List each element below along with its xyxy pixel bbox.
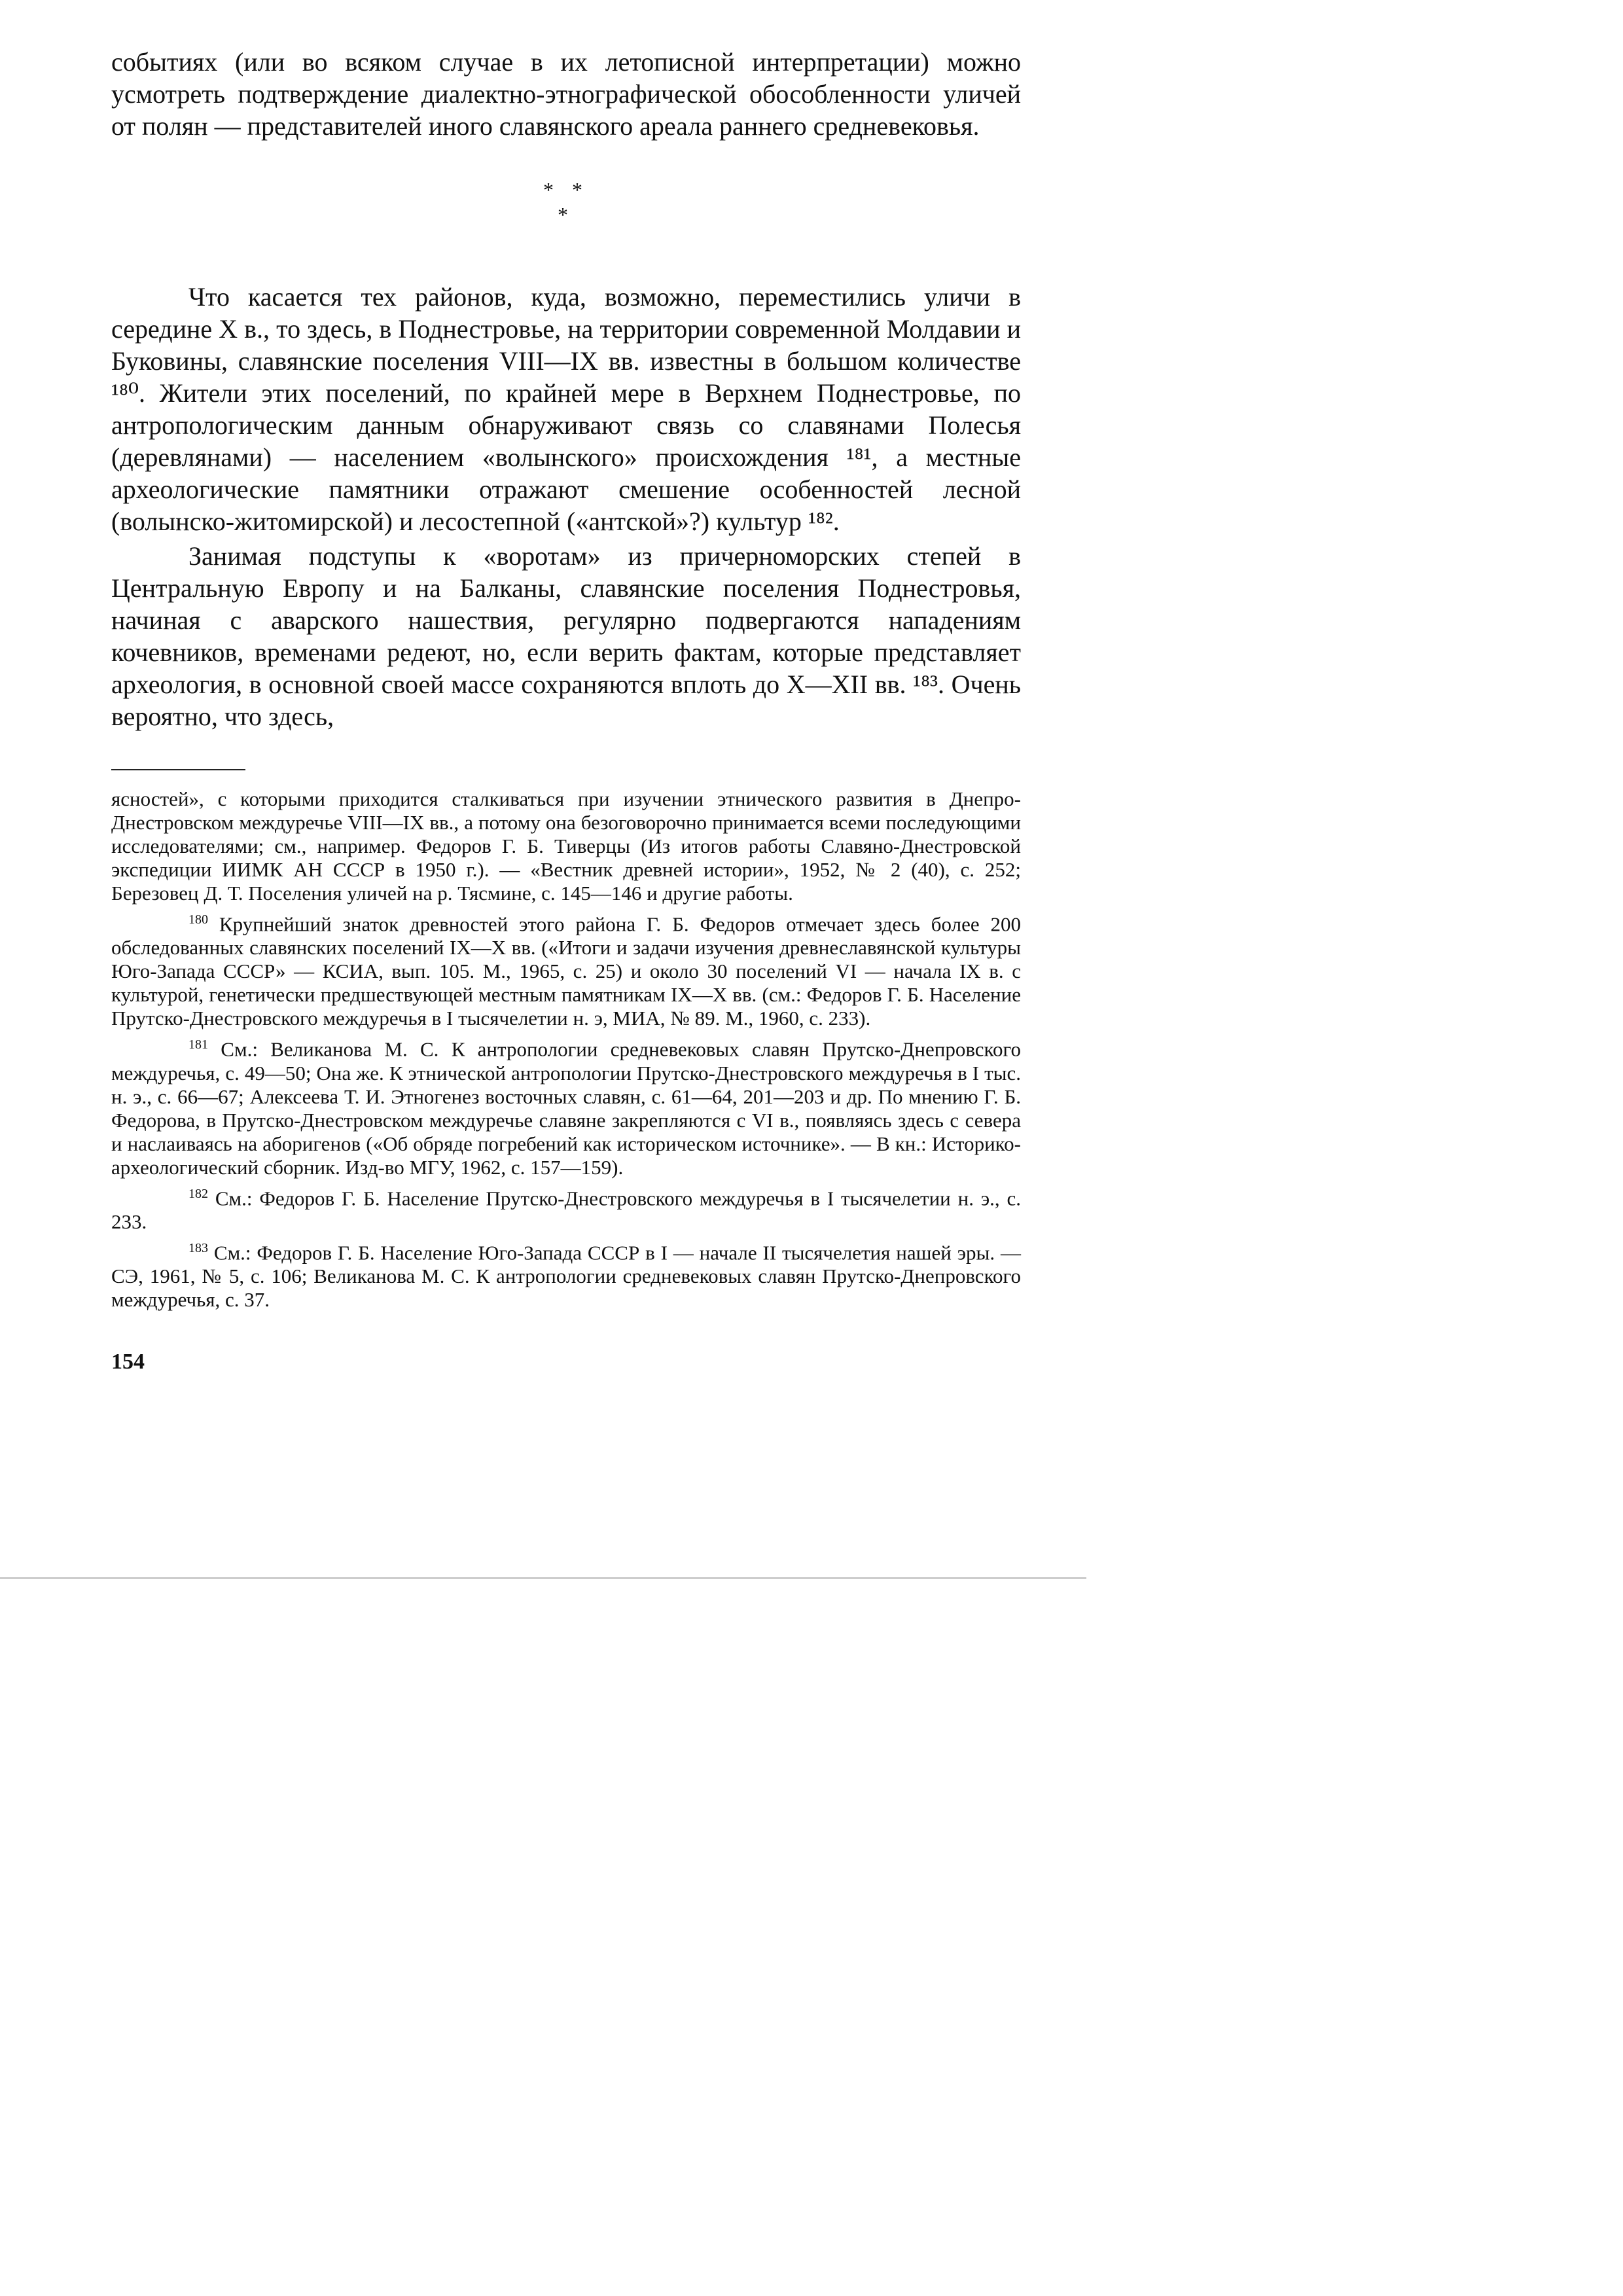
intro-paragraph: событиях (или во всяком случае в их летописной интерпретации) можно усмотреть подтверждение диалектно-этнографической обособленности уличей от полян — представителей иного славянского ареала раннего средневековья. [111,47,1021,141]
footnote-181 [111,1033,1021,1179]
footnote-180 [111,908,1021,1030]
footnote-text: См.: Федоров Г. Б. Население Прутско-Днестровского междуречья в I тысячелетии н. э., с. 233. [111,1186,1022,1233]
footnote-text: Крупнейший знаток древностей этого района Г. Б. Федоров отмечает здесь более 200 обследованных славянских поселений IX—X вв. («Итоги и задачи изучения древнеславянской культуры Юго-Запада СССР» — КСИА, вып. 105. М., 1965, с. 25) и около 30 поселений VI — начала IX в. с культурой, генетически предшествующей местным памятникам IX—X вв. (см.: Федоров Г. Б. Население Прутско-Днестровского междуречья в I тысячелетии н. э, МИА, № 89. М., 1960, с. 233). [111,912,1022,1030]
footnotes [111,787,1021,1312]
footnote-183 [111,1236,1021,1312]
footnote-number: 183 [188,1240,208,1255]
footnote-182 [111,1182,1021,1234]
footnote-text: См.: Федоров Г. Б. Население Юго-Запада СССР в I — начале II тысячелетия нашей эры. — СЭ, 1961, № 5, с. 106; Великанова М. С. К антропологии средневековых славян Прутско-Днепровского междуречья, с. 37. [111,1241,1021,1312]
footnote-number: 180 [188,912,208,927]
footnote-separator [111,769,245,770]
footnote-text: См.: Великанова М. С. К антропологии средневековых славян Прутско-Днепровского междуречья, с. 49—50; Она же. К этнической антропологии Прутско-Днестровского междуречья в I тыс. н. э., с. 66—67; Алексеева Т. И. Этногенез восточных славян, с. 61—64, 201—203 и др. По мнению Г. Б. Федорова, в Прутско-Днестровском междуречье славяне закрепляются с VI в., появляясь здесь с севера и наслаиваясь на аборигенов («Об обряде погребений как историческом источнике». — В кн.: Историко-археологический сборник. Изд-во МГУ, 1962, с. 157—159). [111,1037,1021,1179]
footnote-number: 181 [188,1037,208,1052]
footnote-number: 182 [188,1186,208,1201]
scan-edge-line [0,1577,1086,1579]
paragraph-1: Что касается тех районов, куда, возможно, переместились уличи в середине X в., то здесь, в Поднестровье, на территории современной Молдавии и Буковины, славянские поселения VIII—IX вв. известны в большом количестве ¹⁸⁰. Жители этих поселений, по крайней мере в Верхнем Поднестровье, по антропологическим данным обнаруживают связь со славянами Полесья (деревлянами) — населением «волынского» происхождения ¹⁸¹, а местные археологические памятники отражают смешение особенностей лесной (волынско-житомирской) и лесостепной («антской»?) культур ¹⁸². [111,282,1021,536]
footnote-continuation: ясностей», с которыми приходится сталкиваться при изучении этнического развития в Днепро-Днестровском междуречье VIII—IX вв., а потому она безоговорочно принимается всеми последующими исследователями; см., например. Федоров Г. Б. Тиверцы (Из итогов работы Славяно-Днестровской экспедиции ИИМК АН СССР в 1950 г.). — «Вестник древней истории», 1952, № 2 (40), с. 252; Березовец Д. Т. Поселения уличей на р. Тясмине, с. 145—146 и другие работы. [111,787,1021,905]
asterism-top: * * [543,178,589,202]
page-number: 154 [111,1350,145,1374]
section-divider [111,177,1021,227]
paragraph-2: Занимая подступы к «воротам» из причерноморских степей в Центральную Европу и на Балканы, славянские поселения Поднестровья, начиная с аварского нашествия, регулярно подвергаются нападениям кочевников, временами редеют, но, если верить фактам, которые представляет археология, в основной своей массе сохраняются вплоть до X—XII вв. ¹⁸³. Очень вероятно, что здесь, [111,541,1021,731]
asterism-bottom: * [558,203,575,226]
book-page [111,46,1021,1374]
